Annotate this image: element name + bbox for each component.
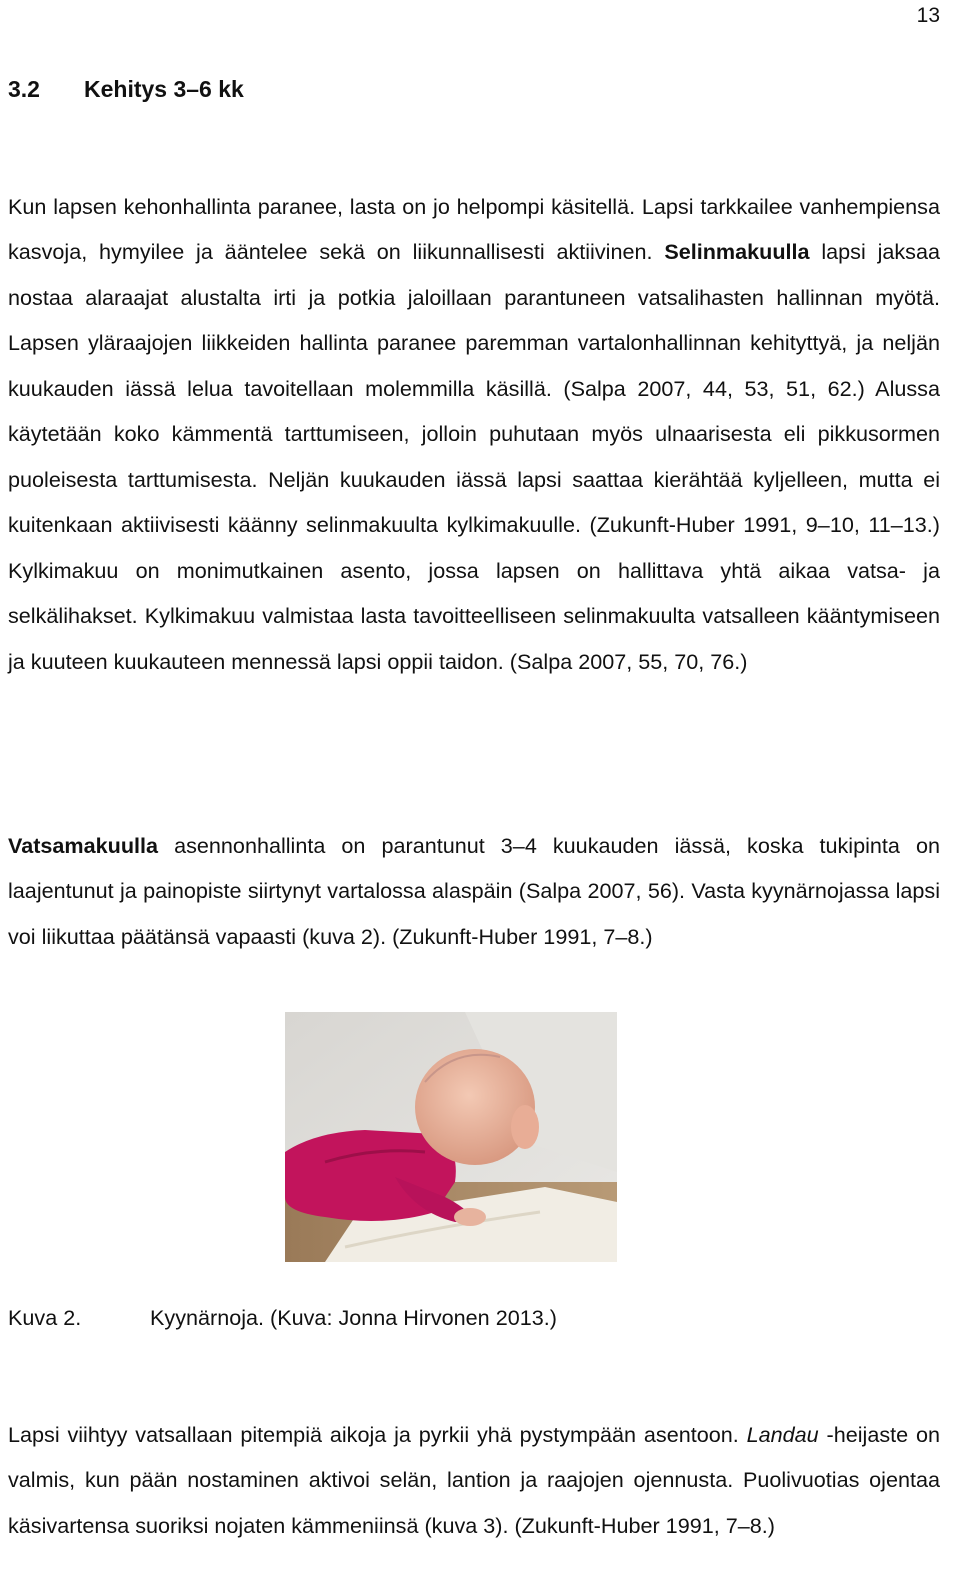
term-landau: Landau xyxy=(746,1421,819,1447)
figure-label: Kuva 2. xyxy=(8,1305,82,1330)
figure-caption xyxy=(8,1305,557,1331)
section-number: 3.2 xyxy=(8,76,40,102)
section-title: Kehitys 3–6 kk xyxy=(84,76,244,102)
paragraph-text: -heijaste on valmis, kun pään nostaminen aktivoi selän, lantion ja raajojen ojennusta. Puolivuotias ojentaa käsivartensa suoriksi nojaten kämmeniinsä (kuva 3). (Zukunft-Huber 1991, 7–8.) xyxy=(8,1421,940,1538)
paragraph-text: lapsi jaksaa nostaa alaraajat alustalta irti ja potkia jaloillaan parantuneen vatsalihasten hallinnan myötä. Lapsen yläraajojen liikkeiden hallinta paranee paremman vartalonhallinnan kehityttyä, ja neljän kuukauden iässä lelua tavoitellaan molemmilla käsillä. (Salpa 2007, 44, 53, 51, 62.) Alussa käytetään koko kämmentä tarttumiseen, jolloin puhutaan myös ulnaarisesta eli pikkusormen puoleisesta tarttumisesta. Neljän kuukauden iässä lapsi saattaa kierähtää kyljelleen, mutta ei kuitenkaan aktiivisesti käänny selinmakuulta kylkimakuulle. (Zukunft-Huber 1991, 9–10, 11–13.) Kylkimakuu on monimutkainen asento, jossa lapsen on hallittava yhtä aikaa vatsa- ja selkälihakset. Kylkimakuu valmistaa lasta tavoitteelliseen selinmakuulta vatsalleen kääntymiseen ja kuuteen kuukauteen mennessä lapsi oppii taidon. (Salpa 2007, 55, 70, 76.) xyxy=(8,239,940,674)
paragraph-text: Kun lapsen kehonhallinta paranee, lasta on jo helpompi käsitellä. Lapsi tarkkailee vanhempiensa kasvoja, hymyilee ja ääntelee sekä on liikunnallisesti aktiivinen. xyxy=(8,193,940,265)
baby-photo xyxy=(285,1012,617,1262)
term-selinmakuulla: Selinmakuulla xyxy=(664,239,810,265)
figure-caption-text: Kyynärnoja. (Kuva: Jonna Hirvonen 2013.) xyxy=(150,1305,557,1330)
paragraph-text: Lapsi viihtyy vatsallaan pitempiä aikoja ja pyrkii yhä pystympään asentoon. xyxy=(8,1421,747,1447)
section-heading xyxy=(8,76,244,103)
page-number: 13 xyxy=(916,4,940,27)
paragraph-landau xyxy=(8,1412,940,1549)
paragraph-prone-position xyxy=(8,823,940,960)
paragraph-text: asennonhallinta on parantunut 3–4 kuukauden iässä, koska tukipinta on laajentunut ja painopiste siirtynyt vartalossa alaspäin (Salpa 2007, 56). Vasta kyynärnojassa lapsi voi liikuttaa päätänsä vapaasti (kuva 2). (Zukunft-Huber 1991, 7–8.) xyxy=(8,832,940,949)
term-vatsamakuulla: Vatsamakuulla xyxy=(8,832,159,858)
paragraph-development xyxy=(8,184,940,685)
